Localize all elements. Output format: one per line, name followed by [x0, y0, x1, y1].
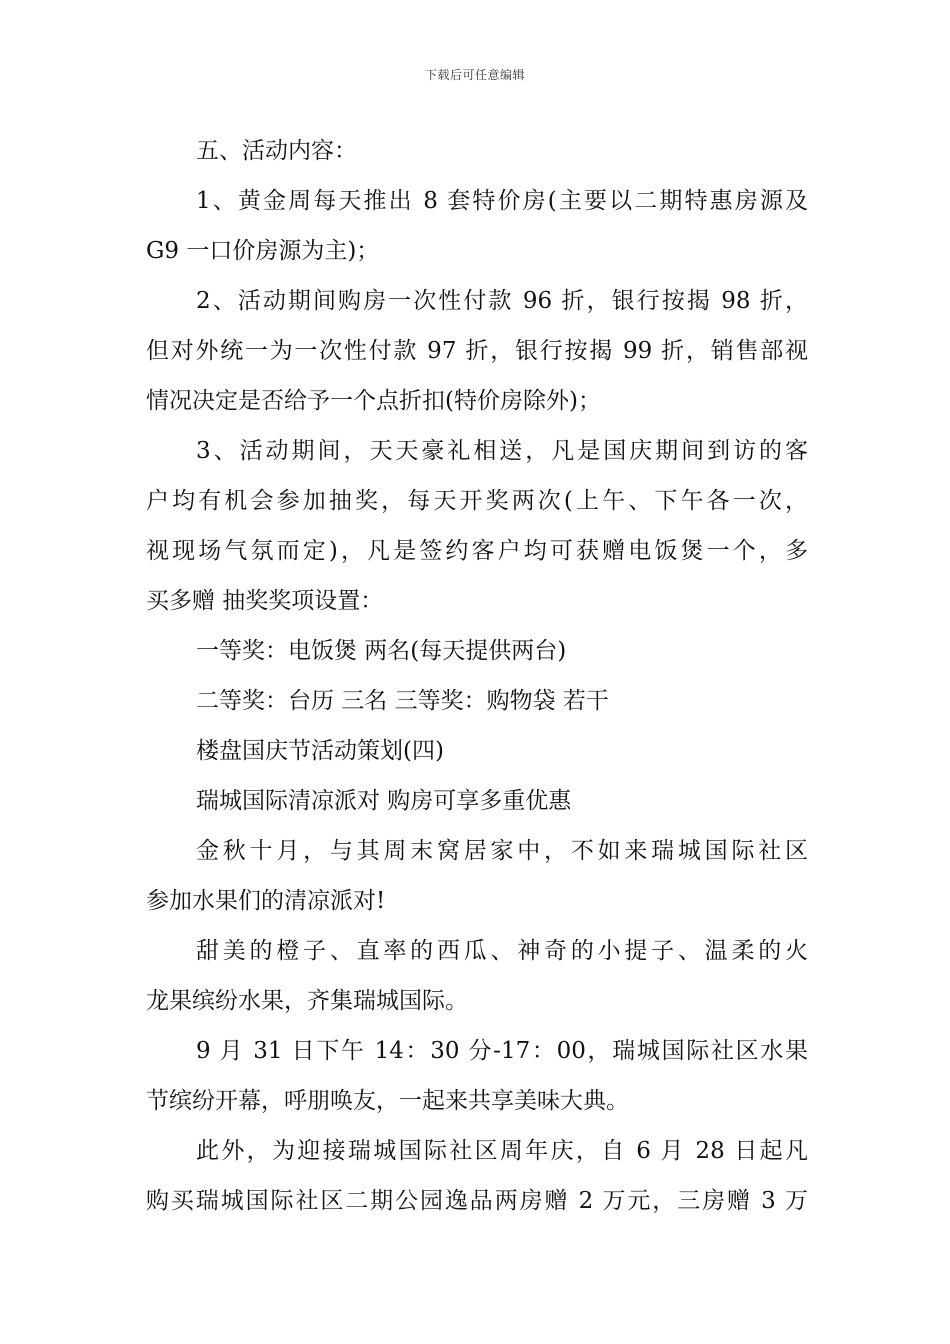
- text-line: 龙果缤纷水果，齐集瑞城国际。: [146, 988, 468, 1014]
- text-line: 户均有机会参加抽奖，每天开奖两次(上午、下午各一次，: [146, 488, 808, 514]
- text-line: 二等奖：台历 三名 三等奖：购物袋 若干: [196, 688, 609, 714]
- text-line: 金秋十月，与其周末窝居家中，不如来瑞城国际社区: [196, 838, 808, 864]
- text-line: 买多赠 抽奖奖项设置：: [146, 588, 384, 614]
- text-line: 楼盘国庆节活动策划(四): [196, 738, 444, 764]
- text-line: 参加水果们的清凉派对!: [146, 888, 386, 914]
- text-line: 节缤纷开幕，呼朋唤友，一起来共享美味大典。: [146, 1088, 629, 1114]
- text-line: 甜美的橙子、直率的西瓜、神奇的小提子、温柔的火: [196, 938, 808, 964]
- text-line: 视现场气氛而定)，凡是签约客户均可获赠电饭煲一个，多: [146, 538, 808, 564]
- page-header: 下载后可任意编辑: [424, 68, 525, 82]
- text-line: 购买瑞城国际社区二期公园逸品两房赠 2 万元，三房赠 3 万: [146, 1188, 808, 1214]
- text-line: 一等奖：电饭煲 两名(每天提供两台): [196, 638, 567, 664]
- text-line: G9 一口价房源为主)；: [146, 238, 380, 264]
- text-line: 此外，为迎接瑞城国际社区周年庆，自 6 月 28 日起凡: [196, 1138, 808, 1164]
- text-line: 情况决定是否给予一个点折扣(特价房除外)；: [146, 388, 601, 414]
- text-line: 但对外统一为一次性付款 97 折，银行按揭 99 折，销售部视: [146, 338, 808, 364]
- text-line: 五、活动内容：: [196, 138, 357, 164]
- text-line: 1、黄金周每天推出 8 套特价房(主要以二期特惠房源及: [196, 188, 808, 214]
- text-line: 3、活动期间，天天豪礼相送，凡是国庆期间到访的客: [196, 438, 808, 464]
- text-line: 瑞城国际清凉派对 购房可享多重优惠: [196, 788, 572, 814]
- text-line: 2、活动期间购房一次性付款 96 折，银行按揭 98 折，: [196, 288, 808, 314]
- document-body: [146, 126, 808, 1226]
- text-line: 9 月 31 日下午 14：30 分-17：00，瑞城国际社区水果: [196, 1038, 808, 1064]
